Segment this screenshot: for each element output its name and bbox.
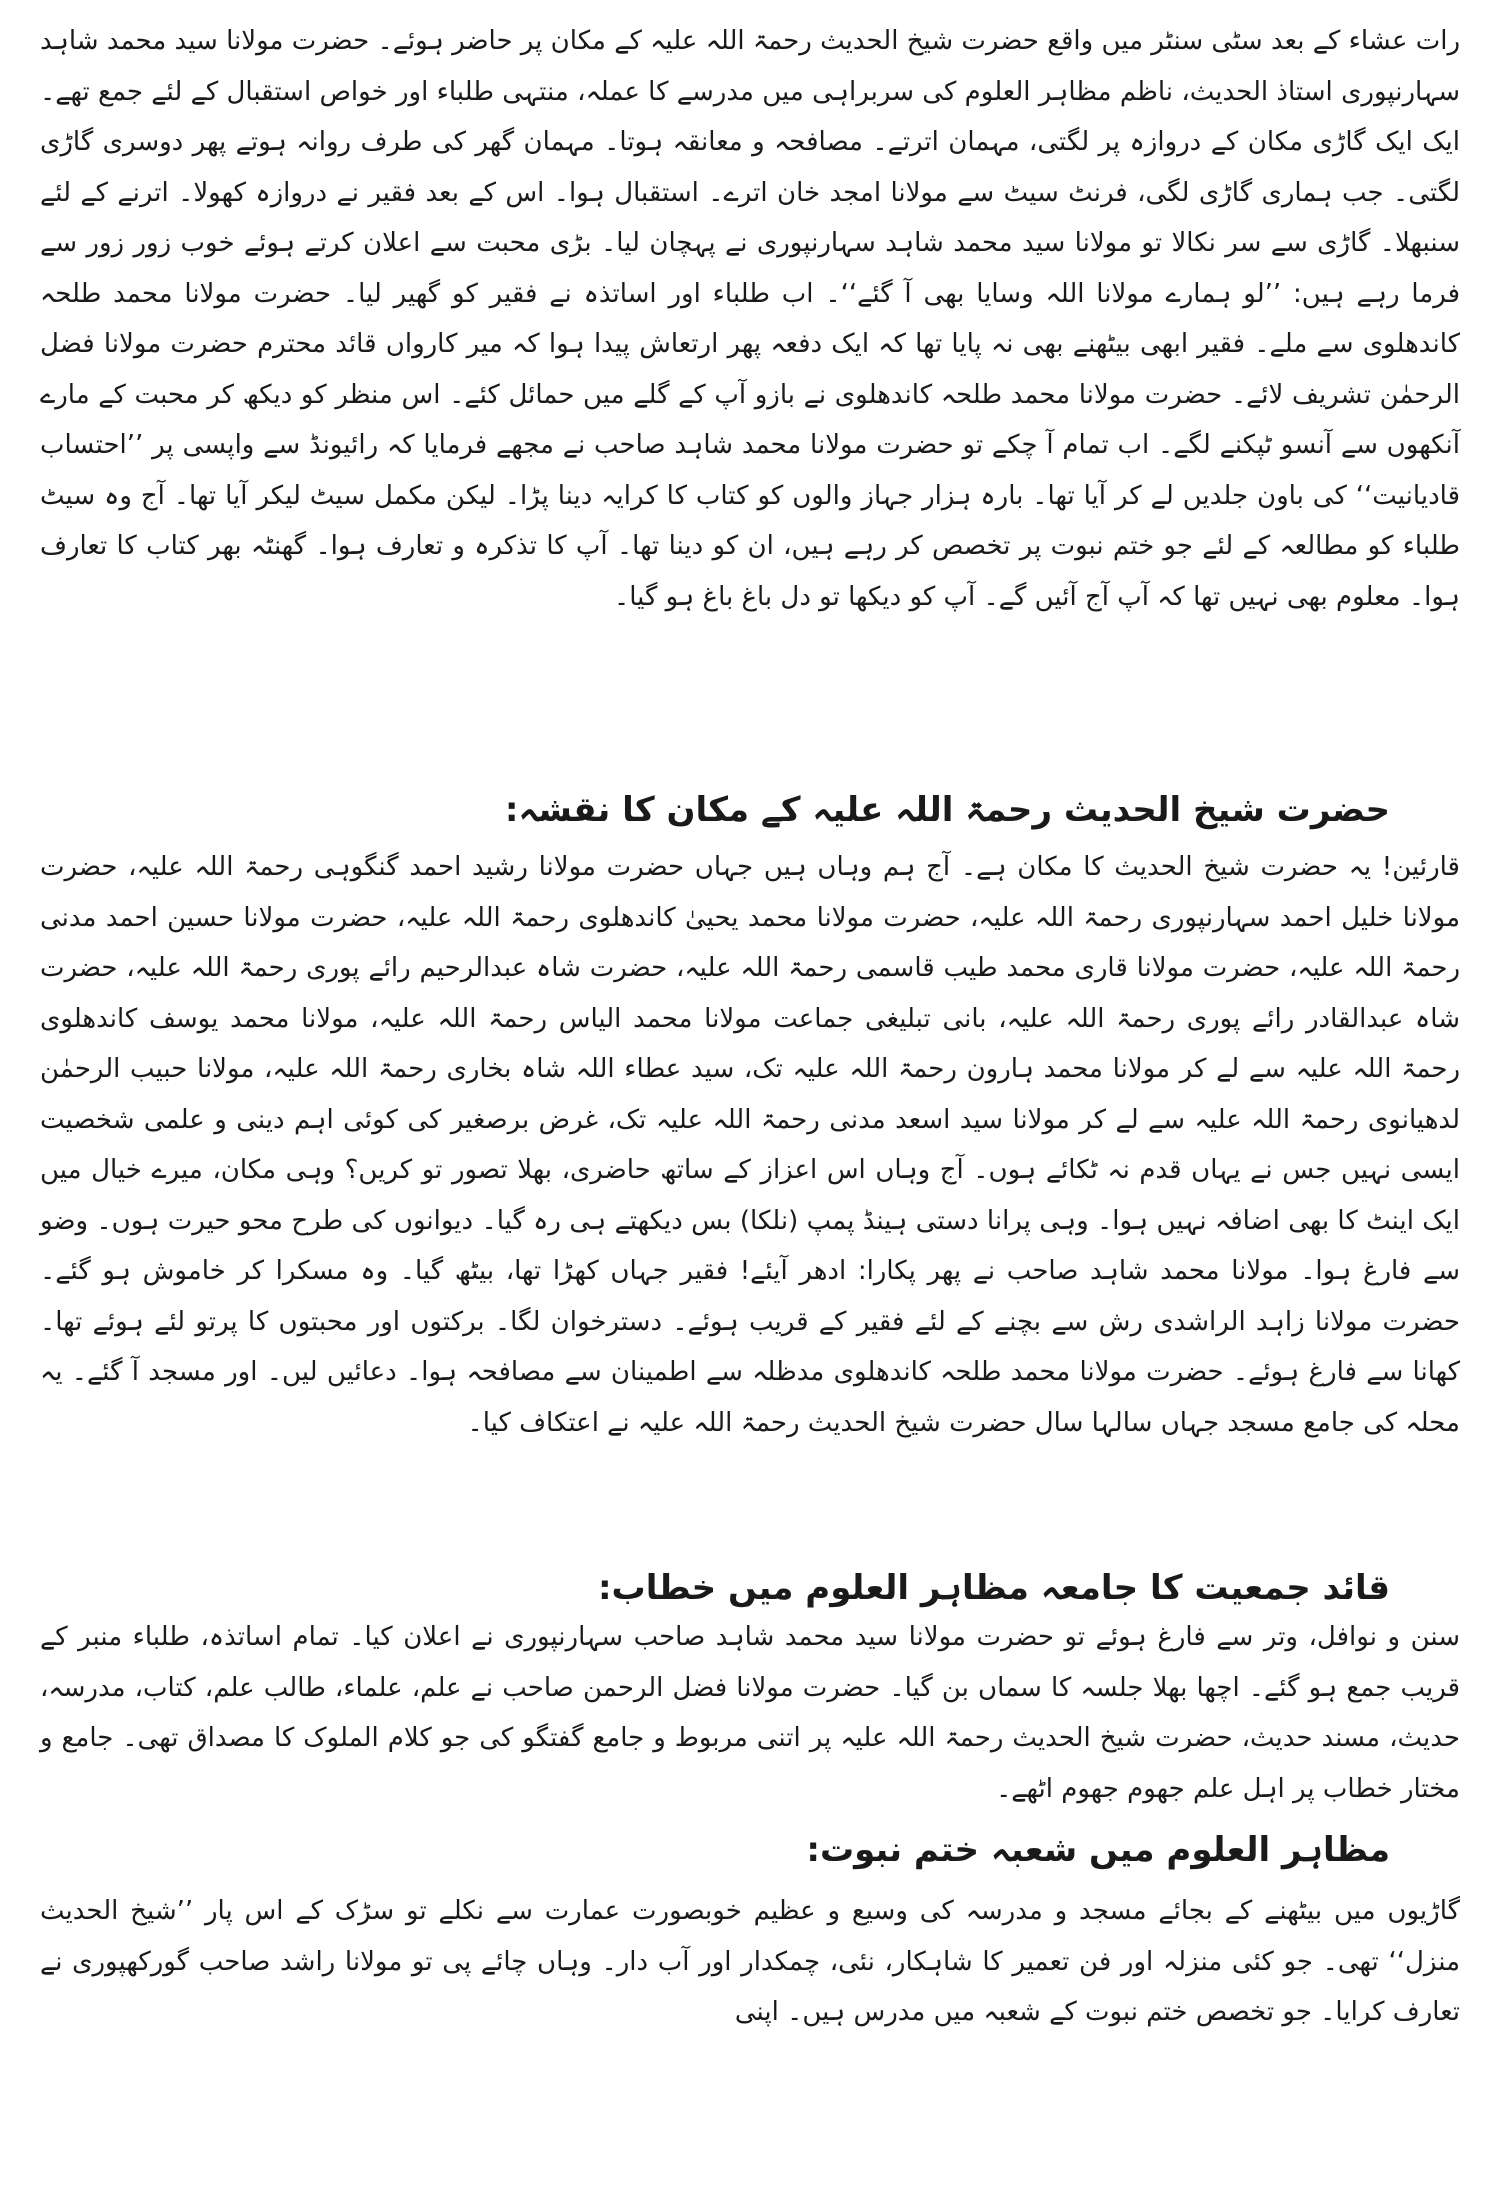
heading-address: قائد جمعیت کا جامعہ مظاہر العلوم میں خطاب: (597, 1568, 1390, 1608)
paragraph-house: قارئین! یہ حضرت شیخ الحدیث کا مکان ہے۔ آج ہم وہاں ہیں جہاں حضرت مولانا رشید احمد گنگوہی رحمۃ اللہ علیہ، حضرت مولانا خلیل احمد سہارنپوری رحمۃ اللہ علیہ، حضرت مولانا محمد یحییٰ کاندھلوی رحمۃ اللہ علیہ، حضرت مولانا حسین احمد مدنی رحمۃ اللہ علیہ، حضرت مولانا قاری محمد طیب قاسمی رحمۃ اللہ علیہ، حضرت شاہ عبدالرحیم رائے پوری رحمۃ اللہ علیہ، حضرت شاہ عبدالقادر رائے پوری رحمۃ اللہ علیہ، بانی تبلیغی جماعت مولانا محمد الیاس رحمۃ اللہ علیہ، مولانا محمد یوسف کاندھلوی رحمۃ اللہ علیہ سے لے کر مولانا محمد ہارون رحمۃ اللہ علیہ تک، سید عطاء اللہ شاہ بخاری رحمۃ اللہ علیہ، مولانا حبیب الرحمٰن لدھیانوی رحمۃ اللہ علیہ سے لے کر مولانا سید اسعد مدنی رحمۃ اللہ علیہ تک، غرض برصغیر کی کوئی اہم دینی و علمی شخصیت ایسی نہیں جس نے یہاں قدم نہ ٹکائے ہوں۔ آج وہاں اس اعزاز کے ساتھ حاضری، بھلا تصور تو کریں؟ وہی مکان، میرے خیال میں ایک اینٹ کا بھی اضافہ نہیں ہوا۔ وہی پرانا دستی ہینڈ پمپ (نلکا) بس دیکھتے ہی رہ گیا۔ دیوانوں کی طرح محو حیرت ہوں۔ وضو سے فارغ ہوا۔ مولانا محمد شاہد صاحب نے پھر پکارا: ادھر آیئے! فقیر جہاں کھڑا تھا، بیٹھ گیا۔ وہ مسکرا کر خاموش ہو گئے۔ حضرت مولانا زاہد الراشدی رش سے بچنے کے لئے فقیر کے قریب ہوئے۔ دسترخوان لگا۔ برکتوں اور محبتوں کا پرتو لئے ہوئے تھا۔ کھانا سے فارغ ہوئے۔ حضرت مولانا محمد طلحہ کاندھلوی مدظلہ سے اطمینان سے مصافحہ ہوا۔ دعائیں لیں۔ اور مسجد آ گئے۔ یہ محلہ کی جامع مسجد جہاں سالہا سال حضرت شیخ الحدیث رحمۃ اللہ علیہ نے اعتکاف کیا۔ (40, 852, 1461, 1438)
paragraph-department: گاڑیوں میں بیٹھنے کے بجائے مسجد و مدرسہ کی وسیع و عظیم خوبصورت عمارت سے نکلے تو سڑک کے اس پار ’’شیخ الحدیث منزل‘‘ تھی۔ جو کئی منزلہ اور فن تعمیر کا شاہکار، نئی، چمکدار اور آب دار۔ وہاں چائے پی تو مولانا راشد صاحب گورکھپوری نے تعارف کرایا۔ جو تخصص ختم نبوت کے شعبہ میں مدرس ہیں۔ اپنی (40, 1896, 1460, 2027)
paragraph-address: سنن و نوافل، وتر سے فارغ ہوئے تو حضرت مولانا سید محمد شاہد صاحب سہارنپوری نے اعلان کیا۔ تمام اساتذہ، طلباء منبر کے قریب جمع ہو گئے۔ اچھا بھلا جلسہ کا سماں بن گیا۔ حضرت مولانا فضل الرحمن صاحب نے علم، علماء، طالب علم، کتاب، مدرسہ، حدیث، مسند حدیث، حضرت شیخ الحدیث رحمۃ اللہ علیہ پر اتنی مربوط و جامع گفتگو کی جو کلام الملوک کا مصداق تھی۔ جامع و مختار خطاب پر اہل علم جھوم جھوم اٹھے۔ (40, 1622, 1460, 1804)
heading-house-layout: حضرت شیخ الحدیث رحمۃ اللہ علیہ کے مکان کا نقشہ: (504, 790, 1390, 830)
heading-khatm-nabuwwat-dept: مظاہر العلوم میں شعبہ ختم نبوت: (806, 1830, 1390, 1870)
paragraph-arrival: رات عشاء کے بعد سٹی سنٹر میں واقع حضرت شیخ الحدیث رحمۃ اللہ علیہ کے مکان پر حاضر ہوئے۔ حضرت مولانا سید محمد شاہد سہارنپوری استاذ الحدیث، ناظم مظاہر العلوم کی سربراہی میں مدرسے کا عملہ، منتہی طلباء اور خواص استقبال کے لئے جمع تھے۔ ایک ایک گاڑی مکان کے دروازہ پر لگتی، مہمان اترتے۔ مصافحہ و معانقہ ہوتا۔ مہمان گھر کی طرف روانہ ہوتے پھر دوسری گاڑی لگتی۔ جب ہماری گاڑی لگی، فرنٹ سیٹ سے مولانا امجد خان اترے۔ استقبال ہوا۔ اس کے بعد فقیر نے دروازہ کھولا۔ اترنے کے لئے سنبھلا۔ گاڑی سے سر نکالا تو مولانا سید محمد شاہد سہارنپوری نے پہچان لیا۔ بڑی محبت سے اعلان کرتے ہوئے خوب زور زور سے فرما رہے ہیں: ’’لو ہمارے مولانا اللہ وسایا بھی آ گئے‘‘۔ اب طلباء اور اساتذہ نے فقیر کو گھیر لیا۔ حضرت مولانا محمد طلحہ کاندھلوی سے ملے۔ فقیر ابھی بیٹھنے بھی نہ پایا تھا کہ ایک دفعہ پھر ارتعاش پیدا ہوا کہ میر کارواں قائد محترم حضرت مولانا فضل الرحمٰن تشریف لائے۔ حضرت مولانا محمد طلحہ کاندھلوی نے بازو آپ کے گلے میں حمائل کئے۔ اس منظر کو دیکھ کر محبت کے مارے آنکھوں سے آنسو ٹپکنے لگے۔ اب تمام آ چکے تو حضرت مولانا محمد شاہد صاحب نے مجھے فرمایا کہ رائیونڈ سے واپسی پر ’’احتساب قادیانیت‘‘ کی باون جلدیں لے کر آیا تھا۔ بارہ ہزار جہاز والوں کو کتاب کا کرایہ دینا پڑا۔ لیکن مکمل سیٹ لیکر آیا تھا۔ آج وہ سیٹ طلباء کو مطالعہ کے لئے جو ختم نبوت پر تخصص کر رہے ہیں، ان کو دینا تھا۔ آپ کا تذکرہ و تعارف ہوا۔ گھنٹہ بھر کتاب کا تعارف ہوا۔ معلوم بھی نہیں تھا کہ آپ آج آئیں گے۔ آپ کو دیکھا تو دل باغ باغ ہو گیا۔ (40, 26, 1460, 612)
